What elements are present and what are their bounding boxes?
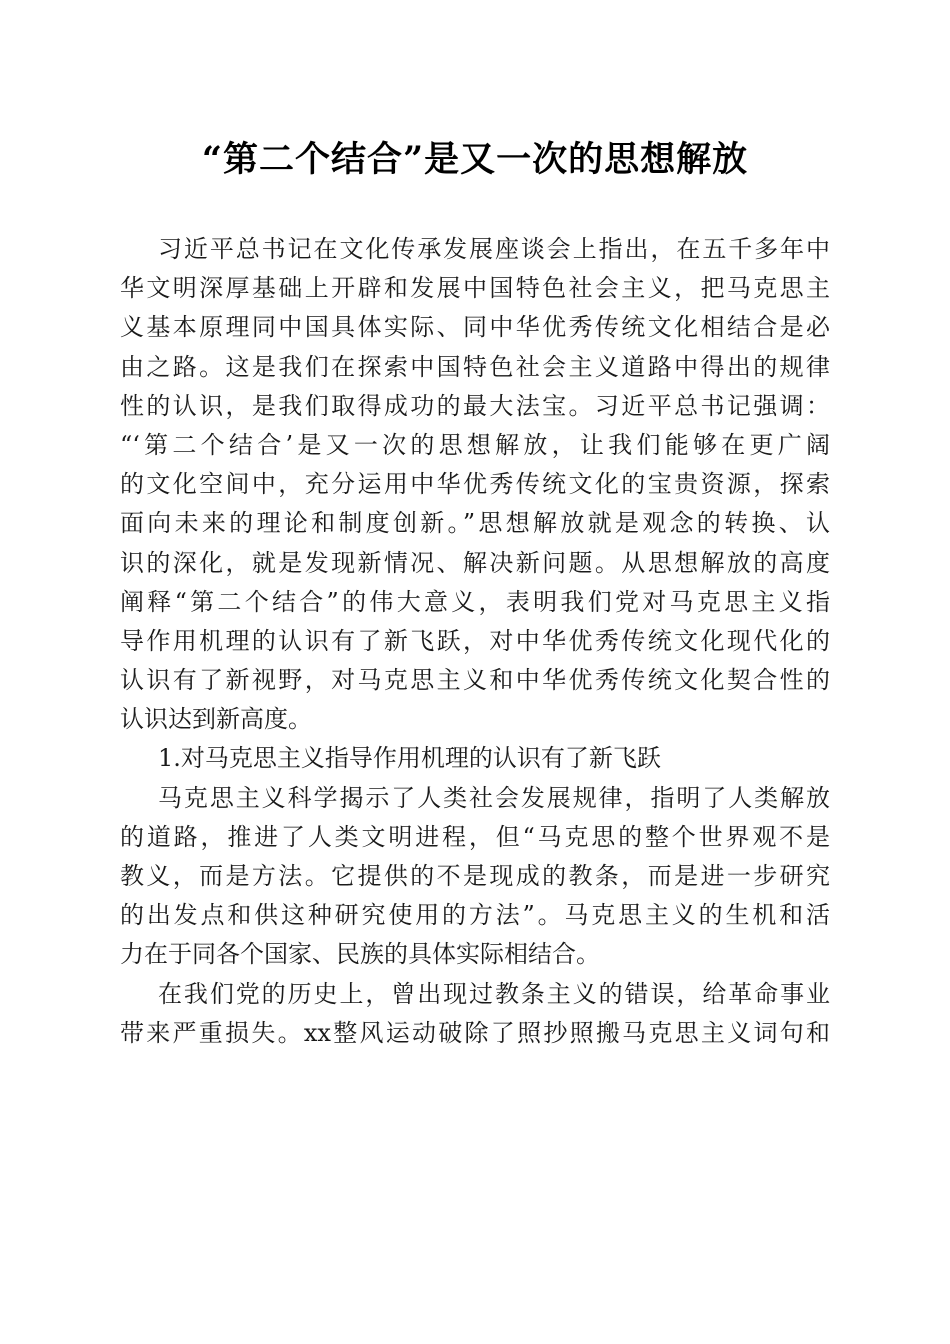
document-body	[120, 230, 830, 1053]
paragraph-history	[120, 975, 830, 1053]
text-line: 教义，而是方法。它提供的不是现成的教条，而是进一步研究	[120, 862, 830, 890]
text-line: 认识有了新视野，对马克思主义和中华优秀传统文化契合性的	[120, 666, 830, 695]
document-title: “第二个结合”是又一次的思想解放	[201, 139, 749, 180]
text-line: 的文化空间中，充分运用中华优秀传统文化的宝贵资源，探索	[120, 470, 830, 499]
section-heading-1	[120, 739, 830, 778]
text-line: 面向未来的理论和制度创新。”思想解放就是观念的转换、认	[120, 509, 830, 538]
text-line: 力在于同各个国家、民族的具体实际相结合。	[120, 940, 600, 969]
text-line: 带来严重损失。xx整风运动破除了照抄照搬马克思主义词句和	[120, 1018, 830, 1047]
text-line: 华文明深厚基础上开辟和发展中国特色社会主义，把马克思主	[120, 274, 830, 303]
text-line: 在我们党的历史上，曾出现过教条主义的错误，给革命事业	[158, 979, 830, 1008]
paragraph-intro	[120, 230, 830, 739]
text-line: 义基本原理同中国具体实际、同中华优秀传统文化相结合是必	[120, 313, 830, 342]
text-line: 识的深化，就是发现新情况、解决新问题。从思想解放的高度	[120, 548, 830, 577]
text-line: 导作用机理的认识有了新飞跃，对中华优秀传统文化现代化的	[120, 626, 830, 655]
text-line: 的道路，推进了人类文明进程，但“马克思的整个世界观不是	[120, 822, 830, 851]
text-line: 习近平总书记在文化传承发展座谈会上指出，在五千多年中	[158, 235, 830, 263]
text-line: 阐释“第二个结合”的伟大意义，表明我们党对马克思主义指	[120, 587, 830, 616]
paragraph-marxism	[120, 779, 830, 975]
text-line: 认识达到新高度。	[120, 705, 312, 734]
section-heading-text: 1.对马克思主义指导作用机理的认识有了新飞跃	[158, 744, 661, 773]
text-line: 马克思主义科学揭示了人类社会发展规律，指明了人类解放	[158, 783, 830, 812]
text-line: 由之路。这是我们在探索中国特色社会主义道路中得出的规律	[120, 352, 830, 381]
text-line: 的出发点和供这种研究使用的方法”。马克思主义的生机和活	[120, 901, 830, 930]
text-line: 性的认识，是我们取得成功的最大法宝。习近平总书记强调：	[120, 391, 830, 420]
text-line: “‘第二个结合’是又一次的思想解放，让我们能够在更广阔	[120, 430, 830, 459]
